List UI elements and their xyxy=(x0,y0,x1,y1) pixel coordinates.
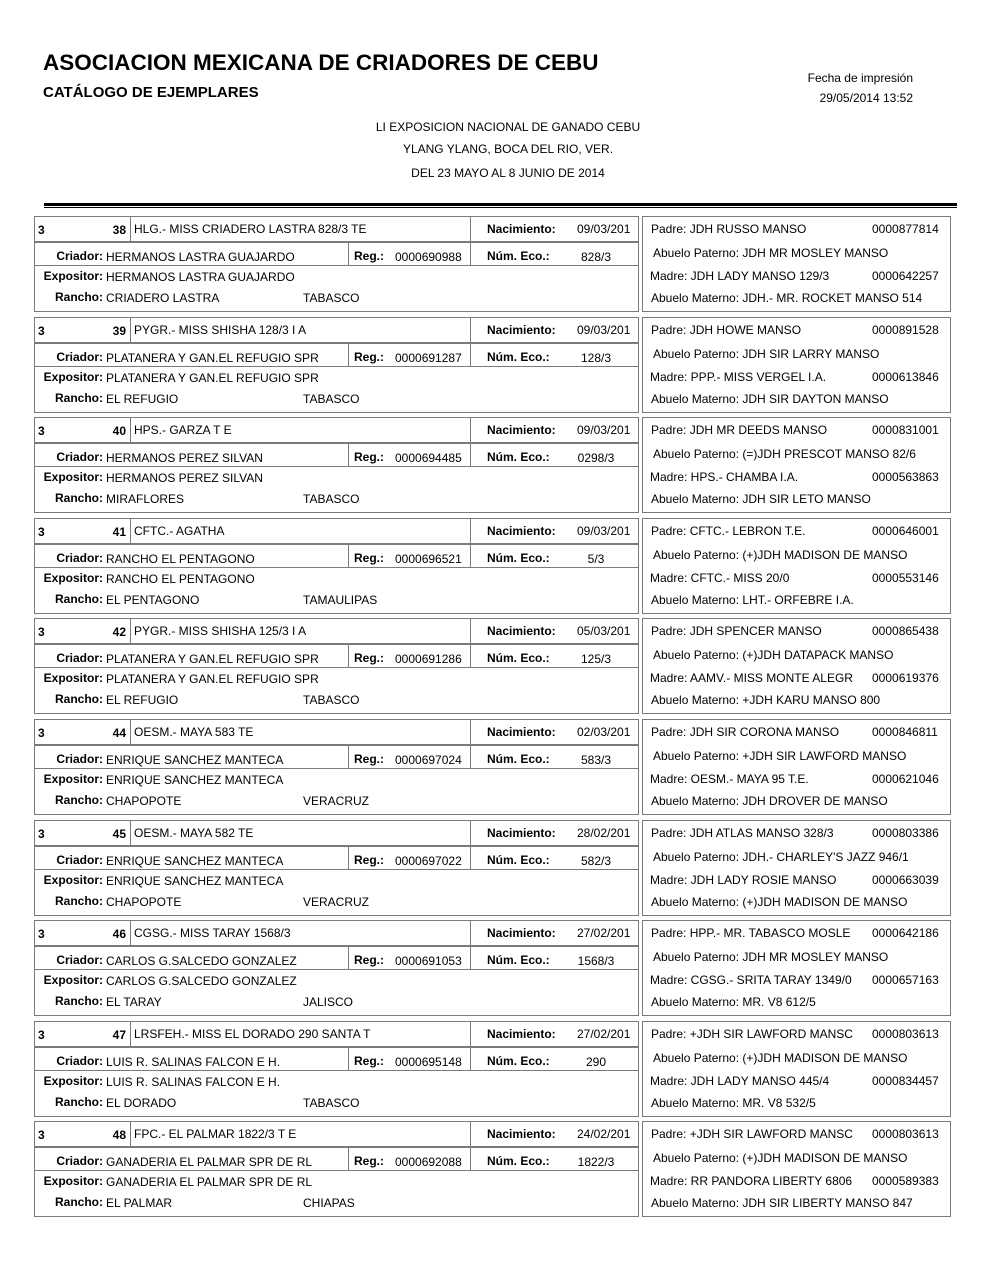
birth-date: 02/03/201 xyxy=(577,725,631,739)
padre: Padre: JDH SIR CORONA MANSO xyxy=(651,725,840,739)
event-location: YLANG YLANG, BOCA DEL RIO, VER. xyxy=(402,142,614,156)
padre: Padre: +JDH SIR LAWFORD MANSC xyxy=(651,1127,853,1141)
madre-reg: 0000553146 xyxy=(872,571,939,585)
state-value: TABASCO xyxy=(303,693,360,707)
madre-reg: 0000834457 xyxy=(872,1074,939,1088)
abuelo-paterno: Abuelo Paterno: (+)JDH DATAPACK MANSO xyxy=(653,648,894,662)
reg-value: 0000690988 xyxy=(395,250,462,264)
rancho-label: Rancho: xyxy=(55,1095,103,1109)
rancho-value: EL TARAY xyxy=(106,995,162,1009)
birth-date: 27/02/201 xyxy=(577,926,631,940)
birth-date: 27/02/201 xyxy=(577,1027,631,1041)
expositor-label: Expositor: xyxy=(43,973,103,987)
catalog-entry xyxy=(34,719,951,815)
eco-value: 828/3 xyxy=(580,250,612,264)
reg-label: Reg.: xyxy=(354,1054,384,1068)
rancho-value: CHAPOPOTE xyxy=(106,895,182,909)
rancho-label: Rancho: xyxy=(55,491,103,505)
criador-value: PLATANERA Y GAN.EL REFUGIO SPR xyxy=(106,652,319,666)
entry-number: 45 xyxy=(112,827,126,841)
section-number: 3 xyxy=(38,223,45,237)
rancho-label: Rancho: xyxy=(55,1195,103,1209)
madre: Madre: CFTC.- MISS 20/0 xyxy=(650,571,790,585)
criador-value: LUIS R. SALINAS FALCON E H. xyxy=(106,1055,281,1069)
madre-reg: 0000589383 xyxy=(872,1174,939,1188)
entry-number: 38 xyxy=(112,223,126,237)
reg-label: Reg.: xyxy=(354,249,384,263)
page-title: ASOCIACION MEXICANA DE CRIADORES DE CEBU xyxy=(43,50,599,75)
madre-reg: 0000613846 xyxy=(872,370,939,384)
abuelo-paterno: Abuelo Paterno: (+)JDH MADISON DE MANSO xyxy=(653,1051,908,1065)
animal-name: CGSG.- MISS TARAY 1568/3 xyxy=(134,926,291,940)
expositor-label: Expositor: xyxy=(43,772,103,786)
criador-value: ENRIQUE SANCHEZ MANTECA xyxy=(106,753,284,767)
criador-label: Criador: xyxy=(56,350,103,364)
criador-value: HERMANOS LASTRA GUAJARDO xyxy=(106,250,295,264)
state-value: JALISCO xyxy=(303,995,354,1009)
birth-label: Nacimiento: xyxy=(487,826,556,840)
birth-date: 28/02/201 xyxy=(577,826,631,840)
entry-number: 40 xyxy=(112,424,126,438)
criador-value: CARLOS G.SALCEDO GONZALEZ xyxy=(106,954,297,968)
rancho-value: CRIADERO LASTRA xyxy=(106,291,220,305)
event-dates: DEL 23 MAYO AL 8 JUNIO DE 2014 xyxy=(411,166,605,180)
abuelo-materno: Abuelo Materno: JDH SIR LETO MANSO xyxy=(651,492,871,506)
rancho-label: Rancho: xyxy=(55,391,103,405)
animal-name: PYGR.- MISS SHISHA 128/3 I A xyxy=(134,323,307,337)
catalog-entry xyxy=(34,820,951,916)
eco-value: 128/3 xyxy=(580,351,612,365)
entry-number: 39 xyxy=(112,324,126,338)
reg-label: Reg.: xyxy=(354,551,384,565)
section-number: 3 xyxy=(38,424,45,438)
madre: Madre: AAMV.- MISS MONTE ALEGR xyxy=(650,671,853,685)
animal-name: LRSFEH.- MISS EL DORADO 290 SANTA T xyxy=(134,1027,371,1041)
abuelo-paterno: Abuelo Paterno: JDH.- CHARLEY'S JAZZ 946/1 xyxy=(653,850,909,864)
eco-value: 1568/3 xyxy=(577,954,615,968)
reg-label: Reg.: xyxy=(354,651,384,665)
entry-number: 42 xyxy=(112,625,126,639)
padre-reg: 0000891528 xyxy=(872,323,939,337)
abuelo-paterno: Abuelo Paterno: (=)JDH PRESCOT MANSO 82/6 xyxy=(653,447,916,461)
padre: Padre: JDH SPENCER MANSO xyxy=(651,624,822,638)
padre: Padre: JDH MR DEEDS MANSO xyxy=(651,423,828,437)
padre-reg: 0000646001 xyxy=(872,524,939,538)
animal-name: FPC.- EL PALMAR 1822/3 T E xyxy=(134,1127,297,1141)
catalog-entry xyxy=(34,317,951,413)
expositor-label: Expositor: xyxy=(43,873,103,887)
entry-number: 48 xyxy=(112,1128,126,1142)
criador-label: Criador: xyxy=(56,1054,103,1068)
expositor-value: PLATANERA Y GAN.EL REFUGIO SPR xyxy=(106,371,319,385)
eco-label: Núm. Eco.: xyxy=(487,752,550,766)
criador-label: Criador: xyxy=(56,651,103,665)
catalog-entry xyxy=(34,1121,951,1217)
padre: Padre: CFTC.- LEBRON T.E. xyxy=(651,524,806,538)
catalog-entry xyxy=(34,518,951,614)
abuelo-materno: Abuelo Materno: MR. V8 612/5 xyxy=(651,995,816,1009)
animal-name: HPS.- GARZA T E xyxy=(134,423,232,437)
catalog-entry xyxy=(34,1021,951,1117)
birth-date: 09/03/201 xyxy=(577,323,631,337)
criador-label: Criador: xyxy=(56,853,103,867)
print-date: 29/05/2014 13:52 xyxy=(819,91,913,105)
expositor-value: ENRIQUE SANCHEZ MANTECA xyxy=(106,874,284,888)
criador-value: HERMANOS PEREZ SILVAN xyxy=(106,451,263,465)
criador-value: PLATANERA Y GAN.EL REFUGIO SPR xyxy=(106,351,319,365)
eco-label: Núm. Eco.: xyxy=(487,1054,550,1068)
abuelo-materno: Abuelo Materno: JDH SIR LIBERTY MANSO 847 xyxy=(651,1196,913,1210)
birth-date: 09/03/201 xyxy=(577,222,631,236)
padre-reg: 0000846811 xyxy=(872,725,938,739)
state-value: TABASCO xyxy=(303,392,360,406)
abuelo-materno: Abuelo Materno: +JDH KARU MANSO 800 xyxy=(651,693,881,707)
birth-label: Nacimiento: xyxy=(487,524,556,538)
catalog-entry xyxy=(34,216,951,312)
reg-label: Reg.: xyxy=(354,1154,384,1168)
expositor-value: ENRIQUE SANCHEZ MANTECA xyxy=(106,773,284,787)
birth-label: Nacimiento: xyxy=(487,1127,556,1141)
expositor-value: GANADERIA EL PALMAR SPR DE RL xyxy=(106,1175,313,1189)
criador-value: RANCHO EL PENTAGONO xyxy=(106,552,255,566)
expositor-value: HERMANOS PEREZ SILVAN xyxy=(106,471,263,485)
eco-label: Núm. Eco.: xyxy=(487,651,550,665)
abuelo-paterno: Abuelo Paterno: JDH SIR LARRY MANSO xyxy=(653,347,880,361)
rancho-label: Rancho: xyxy=(55,994,103,1008)
event-name: LI EXPOSICION NACIONAL DE GANADO CEBU xyxy=(375,120,641,134)
state-value: CHIAPAS xyxy=(303,1196,355,1210)
criador-label: Criador: xyxy=(56,450,103,464)
expositor-value: RANCHO EL PENTAGONO xyxy=(106,572,255,586)
animal-name: CFTC.- AGATHA xyxy=(134,524,225,538)
padre-reg: 0000642186 xyxy=(872,926,939,940)
padre-reg: 0000803386 xyxy=(872,826,939,840)
state-value: VERACRUZ xyxy=(303,794,370,808)
reg-label: Reg.: xyxy=(354,752,384,766)
birth-date: 24/02/201 xyxy=(577,1127,631,1141)
reg-value: 0000697022 xyxy=(395,854,462,868)
birth-label: Nacimiento: xyxy=(487,725,556,739)
reg-value: 0000695148 xyxy=(395,1055,462,1069)
rancho-value: CHAPOPOTE xyxy=(106,794,182,808)
eco-label: Núm. Eco.: xyxy=(487,249,550,263)
expositor-label: Expositor: xyxy=(43,1174,103,1188)
print-date-label: Fecha de impresión xyxy=(807,71,913,85)
madre: Madre: OESM.- MAYA 95 T.E. xyxy=(650,772,809,786)
eco-value: 583/3 xyxy=(580,753,612,767)
rancho-value: EL PALMAR xyxy=(106,1196,173,1210)
reg-label: Reg.: xyxy=(354,953,384,967)
catalog-entry xyxy=(34,417,951,513)
state-value: TAMAULIPAS xyxy=(303,593,378,607)
madre: Madre: JDH LADY ROSIE MANSO xyxy=(650,873,837,887)
madre-reg: 0000642257 xyxy=(872,269,939,283)
reg-label: Reg.: xyxy=(354,853,384,867)
abuelo-paterno: Abuelo Paterno: JDH MR MOSLEY MANSO xyxy=(653,950,889,964)
expositor-label: Expositor: xyxy=(43,1074,103,1088)
animal-name: OESM.- MAYA 582 TE xyxy=(134,826,254,840)
rancho-label: Rancho: xyxy=(55,793,103,807)
eco-value: 125/3 xyxy=(580,652,612,666)
rancho-value: EL REFUGIO xyxy=(106,693,179,707)
expositor-label: Expositor: xyxy=(43,269,103,283)
eco-value: 290 xyxy=(585,1055,607,1069)
reg-label: Reg.: xyxy=(354,350,384,364)
reg-value: 0000692088 xyxy=(395,1155,462,1169)
criador-label: Criador: xyxy=(56,752,103,766)
expositor-label: Expositor: xyxy=(43,571,103,585)
entry-number: 41 xyxy=(112,525,126,539)
criador-value: GANADERIA EL PALMAR SPR DE RL xyxy=(106,1155,313,1169)
rancho-value: EL DORADO xyxy=(106,1096,177,1110)
eco-label: Núm. Eco.: xyxy=(487,551,550,565)
abuelo-paterno: Abuelo Paterno: +JDH SIR LAWFORD MANSO xyxy=(653,749,907,763)
padre: Padre: JDH HOWE MANSO xyxy=(651,323,802,337)
criador-label: Criador: xyxy=(56,953,103,967)
page-subtitle: CATÁLOGO DE EJEMPLARES xyxy=(43,84,259,101)
birth-date: 05/03/201 xyxy=(577,624,631,638)
section-number: 3 xyxy=(38,726,45,740)
criador-label: Criador: xyxy=(56,551,103,565)
expositor-label: Expositor: xyxy=(43,671,103,685)
eco-value: 5/3 xyxy=(587,552,605,566)
entry-number: 46 xyxy=(112,927,126,941)
rancho-value: EL REFUGIO xyxy=(106,392,179,406)
entry-number: 44 xyxy=(112,726,126,740)
rancho-value: EL PENTAGONO xyxy=(106,593,200,607)
birth-date: 09/03/201 xyxy=(577,423,631,437)
padre-reg: 0000865438 xyxy=(872,624,939,638)
madre: Madre: PPP.- MISS VERGEL I.A. xyxy=(650,370,827,384)
padre-reg: 0000877814 xyxy=(872,222,939,236)
expositor-value: LUIS R. SALINAS FALCON E H. xyxy=(106,1075,281,1089)
birth-date: 09/03/201 xyxy=(577,524,631,538)
madre: Madre: JDH LADY MANSO 445/4 xyxy=(650,1074,830,1088)
eco-value: 1822/3 xyxy=(577,1155,615,1169)
section-number: 3 xyxy=(38,625,45,639)
madre-reg: 0000563863 xyxy=(872,470,939,484)
padre-reg: 0000831001 xyxy=(872,423,939,437)
madre: Madre: JDH LADY MANSO 129/3 xyxy=(650,269,830,283)
madre: Madre: RR PANDORA LIBERTY 6806 xyxy=(650,1174,853,1188)
criador-value: ENRIQUE SANCHEZ MANTECA xyxy=(106,854,284,868)
eco-label: Núm. Eco.: xyxy=(487,853,550,867)
section-number: 3 xyxy=(38,1128,45,1142)
section-number: 3 xyxy=(38,324,45,338)
header-divider xyxy=(44,203,957,206)
eco-value: 0298/3 xyxy=(577,451,615,465)
padre: Padre: JDH ATLAS MANSO 328/3 xyxy=(651,826,834,840)
padre-reg: 0000803613 xyxy=(872,1027,939,1041)
abuelo-paterno: Abuelo Paterno: (+)JDH MADISON DE MANSO xyxy=(653,548,908,562)
section-number: 3 xyxy=(38,525,45,539)
reg-value: 0000691286 xyxy=(395,652,462,666)
madre-reg: 0000621046 xyxy=(872,772,939,786)
abuelo-paterno: Abuelo Paterno: JDH MR MOSLEY MANSO xyxy=(653,246,889,260)
birth-label: Nacimiento: xyxy=(487,624,556,638)
abuelo-materno: Abuelo Materno: LHT.- ORFEBRE I.A. xyxy=(651,593,854,607)
madre-reg: 0000663039 xyxy=(872,873,939,887)
birth-label: Nacimiento: xyxy=(487,926,556,940)
birth-label: Nacimiento: xyxy=(487,1027,556,1041)
catalog-entry xyxy=(34,618,951,714)
rancho-label: Rancho: xyxy=(55,290,103,304)
state-value: TABASCO xyxy=(303,1096,360,1110)
animal-name: PYGR.- MISS SHISHA 125/3 I A xyxy=(134,624,307,638)
reg-value: 0000691287 xyxy=(395,351,462,365)
rancho-label: Rancho: xyxy=(55,592,103,606)
section-number: 3 xyxy=(38,927,45,941)
padre: Padre: +JDH SIR LAWFORD MANSC xyxy=(651,1027,853,1041)
catalog-entry xyxy=(34,920,951,1016)
abuelo-materno: Abuelo Materno: (+)JDH MADISON DE MANSO xyxy=(651,895,908,909)
state-value: VERACRUZ xyxy=(303,895,370,909)
rancho-label: Rancho: xyxy=(55,692,103,706)
rancho-value: MIRAFLORES xyxy=(106,492,185,506)
state-value: TABASCO xyxy=(303,492,360,506)
expositor-value: CARLOS G.SALCEDO GONZALEZ xyxy=(106,974,297,988)
reg-value: 0000697024 xyxy=(395,753,462,767)
expositor-value: PLATANERA Y GAN.EL REFUGIO SPR xyxy=(106,672,319,686)
madre-reg: 0000619376 xyxy=(872,671,939,685)
abuelo-materno: Abuelo Materno: JDH SIR DAYTON MANSO xyxy=(651,392,889,406)
expositor-value: HERMANOS LASTRA GUAJARDO xyxy=(106,270,295,284)
abuelo-materno: Abuelo Materno: MR. V8 532/5 xyxy=(651,1096,816,1110)
madre: Madre: HPS.- CHAMBA I.A. xyxy=(650,470,799,484)
section-number: 3 xyxy=(38,827,45,841)
reg-label: Reg.: xyxy=(354,450,384,464)
eco-label: Núm. Eco.: xyxy=(487,1154,550,1168)
padre-reg: 0000803613 xyxy=(872,1127,939,1141)
section-number: 3 xyxy=(38,1028,45,1042)
madre-reg: 0000657163 xyxy=(872,973,939,987)
eco-value: 582/3 xyxy=(580,854,612,868)
reg-value: 0000694485 xyxy=(395,451,462,465)
eco-label: Núm. Eco.: xyxy=(487,350,550,364)
header-divider-thin xyxy=(44,207,957,208)
reg-value: 0000691053 xyxy=(395,954,462,968)
animal-name: OESM.- MAYA 583 TE xyxy=(134,725,254,739)
birth-label: Nacimiento: xyxy=(487,323,556,337)
eco-label: Núm. Eco.: xyxy=(487,953,550,967)
birth-label: Nacimiento: xyxy=(487,222,556,236)
abuelo-materno: Abuelo Materno: JDH DROVER DE MANSO xyxy=(651,794,888,808)
eco-label: Núm. Eco.: xyxy=(487,450,550,464)
padre: Padre: HPP.- MR. TABASCO MOSLE xyxy=(651,926,851,940)
expositor-label: Expositor: xyxy=(43,370,103,384)
padre: Padre: JDH RUSSO MANSO xyxy=(651,222,807,236)
animal-name: HLG.- MISS CRIADERO LASTRA 828/3 TE xyxy=(134,222,367,236)
rancho-label: Rancho: xyxy=(55,894,103,908)
criador-label: Criador: xyxy=(56,1154,103,1168)
criador-label: Criador: xyxy=(56,249,103,263)
birth-label: Nacimiento: xyxy=(487,423,556,437)
abuelo-materno: Abuelo Materno: JDH.- MR. ROCKET MANSO 514 xyxy=(651,291,923,305)
abuelo-paterno: Abuelo Paterno: (+)JDH MADISON DE MANSO xyxy=(653,1151,908,1165)
entry-number: 47 xyxy=(112,1028,126,1042)
expositor-label: Expositor: xyxy=(43,470,103,484)
state-value: TABASCO xyxy=(303,291,360,305)
madre: Madre: CGSG.- SRITA TARAY 1349/0 xyxy=(650,973,852,987)
reg-value: 0000696521 xyxy=(395,552,462,566)
